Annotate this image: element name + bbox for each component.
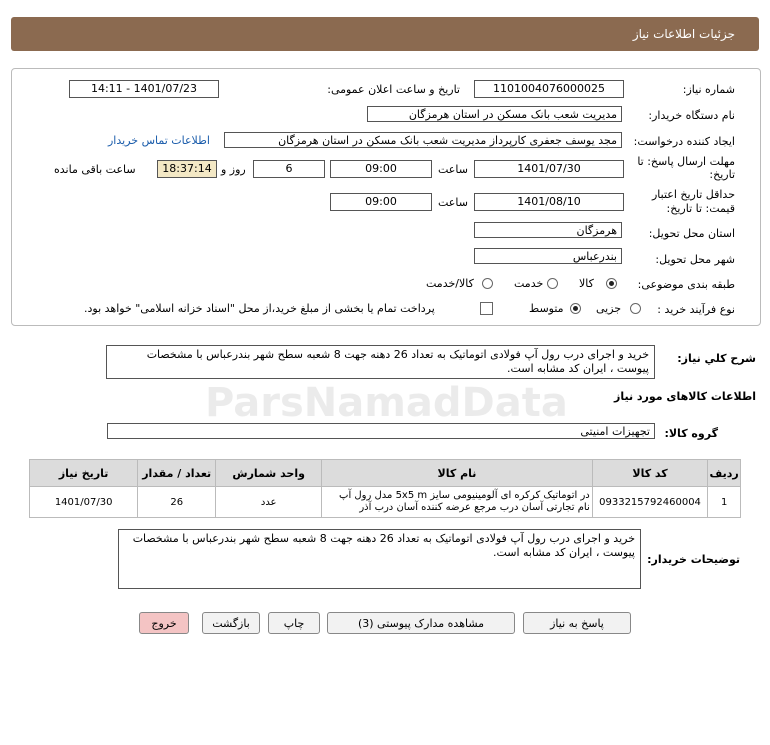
- exit-button[interactable]: خروج: [139, 612, 189, 634]
- back-button[interactable]: بازگشت: [202, 612, 260, 634]
- goods-table: [29, 459, 741, 518]
- reply-button[interactable]: پاسخ به نیاز: [523, 612, 631, 634]
- category-radio-goods-service[interactable]: [482, 278, 493, 289]
- remaining-time-field: 18:37:14: [157, 160, 217, 178]
- category-radio-goods[interactable]: [606, 278, 617, 289]
- validity-label: حداقل تاریخ اعتبار: [651, 188, 735, 201]
- print-button[interactable]: چاپ: [268, 612, 320, 634]
- validity-time-field: 09:00: [330, 193, 432, 211]
- cell-row-num: 1: [708, 487, 741, 518]
- city-field: بندرعباس: [474, 248, 622, 264]
- reply-date-field: 1401/07/30: [474, 160, 624, 178]
- validity-date-field: 1401/08/10: [474, 193, 624, 211]
- remaining-label: ساعت باقی مانده: [54, 163, 136, 176]
- process-radio-minor[interactable]: [630, 303, 641, 314]
- buyer-org-field: مدیریت شعب بانک مسکن در استان هرمزگان: [367, 106, 622, 122]
- col-header-name: نام کالا: [322, 460, 593, 487]
- province-field: هرمزگان: [474, 222, 622, 238]
- announce-label: تاریخ و ساعت اعلان عمومی:: [327, 83, 460, 96]
- table-header-row: [30, 460, 741, 487]
- creator-label: ایجاد کننده درخواست:: [633, 135, 735, 148]
- category-label: طبقه بندی موضوعی:: [637, 278, 735, 291]
- col-header-need-date: تاریخ نیاز: [30, 460, 138, 487]
- page-title: جزئیات اطلاعات نیاز: [632, 27, 735, 41]
- summary-text: خرید و اجرای درب رول آپ فولادی اتوماتیک به تعداد 26 دهنه جهت 8 شعبه سطح شهر بندرعباس با مشخصات پیوست ، ایران کد مشابه است.: [106, 345, 655, 379]
- goods-group-label: گروه کالا:: [664, 427, 718, 440]
- col-header-unit: واحد شمارش: [216, 460, 322, 487]
- summary-label: شرح کلي نیاز:: [677, 352, 756, 365]
- col-header-code: کد کالا: [592, 460, 708, 487]
- reply-deadline-label: مهلت ارسال پاسخ: تا: [637, 155, 735, 168]
- category-radio-service[interactable]: [547, 278, 558, 289]
- goods-info-title: اطلاعات کالاهای مورد نیاز: [614, 390, 756, 403]
- need-number-field: 1101004076000025: [474, 80, 624, 98]
- cell-code: 0933215792460004: [592, 487, 708, 518]
- category-option-goods-service: کالا/خدمت: [426, 277, 474, 290]
- process-label: نوع فرآیند خرید :: [657, 303, 735, 316]
- buyer-notes-label: توضیحات خریدار:: [647, 553, 740, 566]
- table-row: [30, 487, 741, 518]
- reply-time-label: ساعت: [438, 163, 468, 176]
- process-radio-medium[interactable]: [570, 303, 581, 314]
- reply-time-field: 09:00: [330, 160, 432, 178]
- process-option-medium: متوسط: [529, 302, 564, 315]
- buyer-org-label: نام دستگاه خریدار:: [648, 109, 735, 122]
- cell-name: در اتوماتیک کرکره ای آلومینیومی سایز 5x5 m مدل رول آپ نام تجارتی آسان درب مرجع عرضه کننده آسان درب آذر: [322, 487, 593, 518]
- contact-buyer-link[interactable]: اطلاعات تماس خریدار: [108, 134, 210, 147]
- treasury-checkbox[interactable]: [480, 302, 493, 315]
- page-header: [11, 17, 759, 51]
- cell-quantity: 26: [138, 487, 216, 518]
- category-option-goods: کالا: [579, 277, 594, 290]
- col-header-quantity: تعداد / مقدار: [138, 460, 216, 487]
- creator-field: مجد یوسف جعفری کارپرداز مدیریت شعب بانک مسکن در استان هرمزگان: [224, 132, 622, 148]
- goods-group-field: تجهیزات امنیتی: [107, 423, 655, 439]
- watermark-text: ParsNamadData: [205, 380, 568, 426]
- payment-note: پرداخت تمام یا بخشی از مبلغ خرید،از محل "اسناد خزانه اسلامی" خواهد بود.: [84, 302, 435, 315]
- validity-time-label: ساعت: [438, 196, 468, 209]
- announce-field: 1401/07/23 - 14:11: [69, 80, 219, 98]
- category-option-service: خدمت: [514, 277, 544, 290]
- cell-need-date: 1401/07/30: [30, 487, 138, 518]
- buyer-notes-text: خرید و اجرای درب رول آپ فولادی اتوماتیک به تعداد 26 دهنه جهت 8 شعبه سطح شهر بندرعباس با مشخصات پیوست ، ایران کد مشابه است.: [118, 529, 641, 589]
- cell-unit: عدد: [216, 487, 322, 518]
- need-number-label: شماره نیاز:: [682, 83, 735, 96]
- col-header-row-num: ردیف: [708, 460, 741, 487]
- days-label: روز و: [221, 163, 246, 176]
- city-label: شهر محل تحویل:: [655, 253, 735, 266]
- days-field: 6: [253, 160, 325, 178]
- validity-label-2: قیمت: تا تاریخ:: [666, 202, 735, 215]
- attachments-button[interactable]: مشاهده مدارک پیوستی (3): [327, 612, 515, 634]
- reply-deadline-label-2: تاریخ:: [709, 168, 735, 181]
- province-label: استان محل تحویل:: [648, 227, 735, 240]
- process-option-minor: جزیی: [596, 302, 622, 315]
